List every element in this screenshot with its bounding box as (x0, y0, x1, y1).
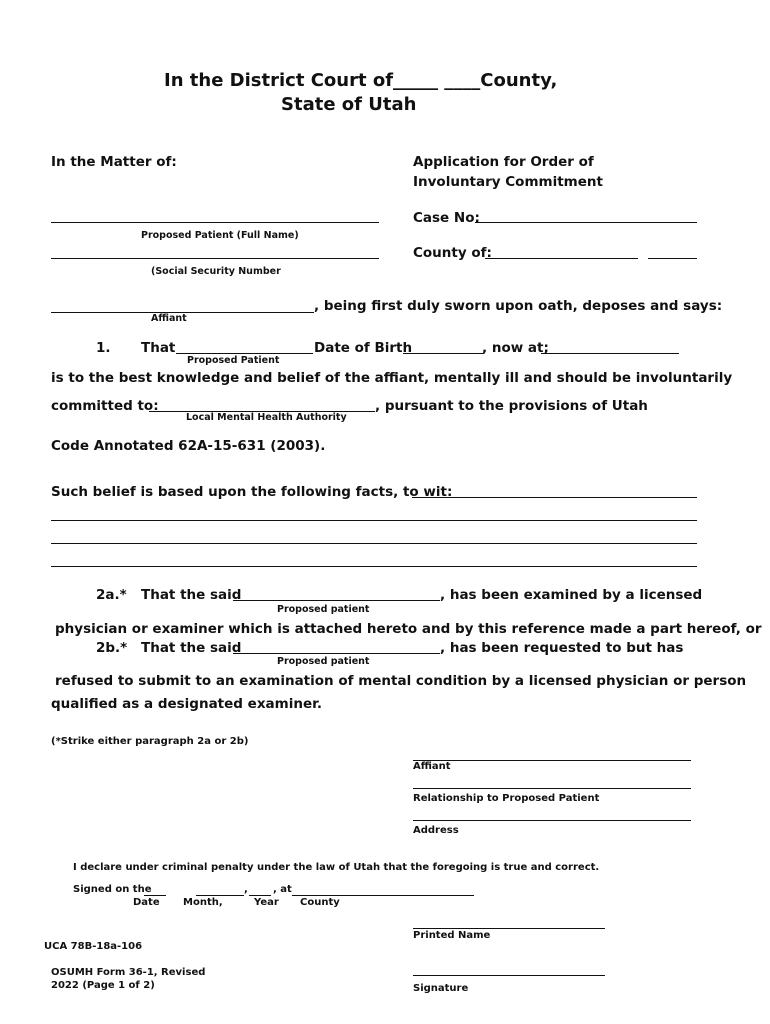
item2b-line2: refused to submit to an examination of mental condition by a licensed physician or person (55, 673, 747, 689)
in-matter-of-label: In the Matter of: (51, 154, 177, 170)
affiant-signature-field[interactable] (413, 760, 691, 761)
month-caption: Month, (183, 897, 223, 908)
declaration-text: I declare under criminal penalty under the law of Utah that the foregoing is true and correct. (73, 862, 600, 873)
uca-reference: UCA 78B-18a-106 (44, 941, 143, 952)
ssn-field[interactable] (51, 258, 379, 259)
page-number: 2022 (Page 1 of 2) (51, 980, 155, 991)
item2a-line2: physician or examiner which is attached hereto and by this reference made a part hereof, or (55, 621, 762, 637)
item2b-caption: Proposed patient (277, 656, 370, 667)
ssn-caption: (Social Security Number (151, 266, 281, 277)
facts-field-3[interactable] (51, 543, 697, 544)
case-no-field[interactable] (475, 222, 697, 223)
year-caption: Year (254, 897, 279, 908)
signature-field[interactable] (413, 975, 605, 976)
application-title-1: Application for Order of (413, 154, 594, 170)
item1-number: 1. (96, 340, 111, 356)
item2b-line3: qualified as a designated examiner. (51, 696, 322, 712)
item2b-rest: , has been requested to but has (440, 640, 684, 656)
item2a-label: 2a.* (96, 587, 127, 603)
committed-to-label: committed to: (51, 398, 159, 414)
item2b-patient-field[interactable] (233, 653, 440, 654)
case-no-label: Case No: (413, 210, 480, 226)
para1-text: is to the best knowledge and belief of the affiant, mentally ill and should be involuntarily (51, 370, 733, 386)
item1-patient-field[interactable] (176, 353, 313, 354)
facts-field-4[interactable] (51, 566, 697, 567)
item1-patient-caption: Proposed Patient (187, 355, 280, 366)
item1-dob-label: Date of Birth (314, 340, 413, 356)
printed-name-field[interactable] (413, 928, 605, 929)
printed-name-caption: Printed Name (413, 930, 491, 941)
relationship-field[interactable] (413, 788, 691, 789)
strike-note: (*Strike either paragraph 2a or 2b) (51, 736, 249, 747)
item2a-rest: , has been examined by a licensed (440, 587, 703, 603)
relationship-caption: Relationship to Proposed Patient (413, 793, 600, 804)
item1-address-field[interactable] (541, 353, 679, 354)
signed-comma: , (244, 884, 248, 895)
signed-month-field[interactable] (196, 895, 244, 896)
affiant-caption: Affiant (151, 313, 187, 324)
affiant-sig-caption: Affiant (413, 761, 451, 772)
item2b-label: 2b.* (96, 640, 128, 656)
county-of-label: County of: (413, 245, 492, 261)
item1-that: That (141, 340, 176, 356)
signature-caption: Signature (413, 983, 469, 994)
date-caption: Date (133, 897, 160, 908)
address-field[interactable] (413, 820, 691, 821)
court-title: In the District Court of_____ ____County, (164, 70, 558, 91)
item2a-that: That the said (141, 587, 242, 603)
signed-at-label: , at (273, 884, 292, 895)
application-title-2: Involuntary Commitment (413, 174, 603, 190)
item2a-caption: Proposed patient (277, 604, 370, 615)
county-of-field-extra[interactable] (648, 258, 697, 259)
patient-name-field[interactable] (51, 222, 379, 223)
signed-year-field[interactable] (249, 895, 271, 896)
facts-label: Such belief is based upon the following facts, to wit: (51, 484, 453, 500)
address-caption: Address (413, 825, 459, 836)
code-reference: Code Annotated 62A-15-631 (2003). (51, 438, 326, 454)
signed-county-field[interactable] (292, 895, 474, 896)
state-title: State of Utah (281, 94, 417, 115)
county-of-field[interactable] (485, 258, 638, 259)
patient-name-caption: Proposed Patient (Full Name) (141, 230, 299, 241)
item1-now-at: , now at; (482, 340, 549, 356)
signed-on-label: Signed on the (73, 884, 152, 895)
signed-date-field[interactable] (144, 895, 166, 896)
facts-field-2[interactable] (51, 520, 697, 521)
county-caption: County (300, 897, 340, 908)
facts-field-1[interactable] (412, 497, 697, 498)
sworn-statement: , being first duly sworn upon oath, deposes and says: (314, 298, 723, 314)
form-number: OSUMH Form 36-1, Revised (51, 967, 206, 978)
pursuant-text: , pursuant to the provisions of Utah (375, 398, 648, 414)
item1-dob-field[interactable] (403, 353, 483, 354)
item2a-patient-field[interactable] (233, 600, 440, 601)
lmha-caption: Local Mental Health Authority (186, 412, 347, 423)
item2b-that: That the said (141, 640, 242, 656)
